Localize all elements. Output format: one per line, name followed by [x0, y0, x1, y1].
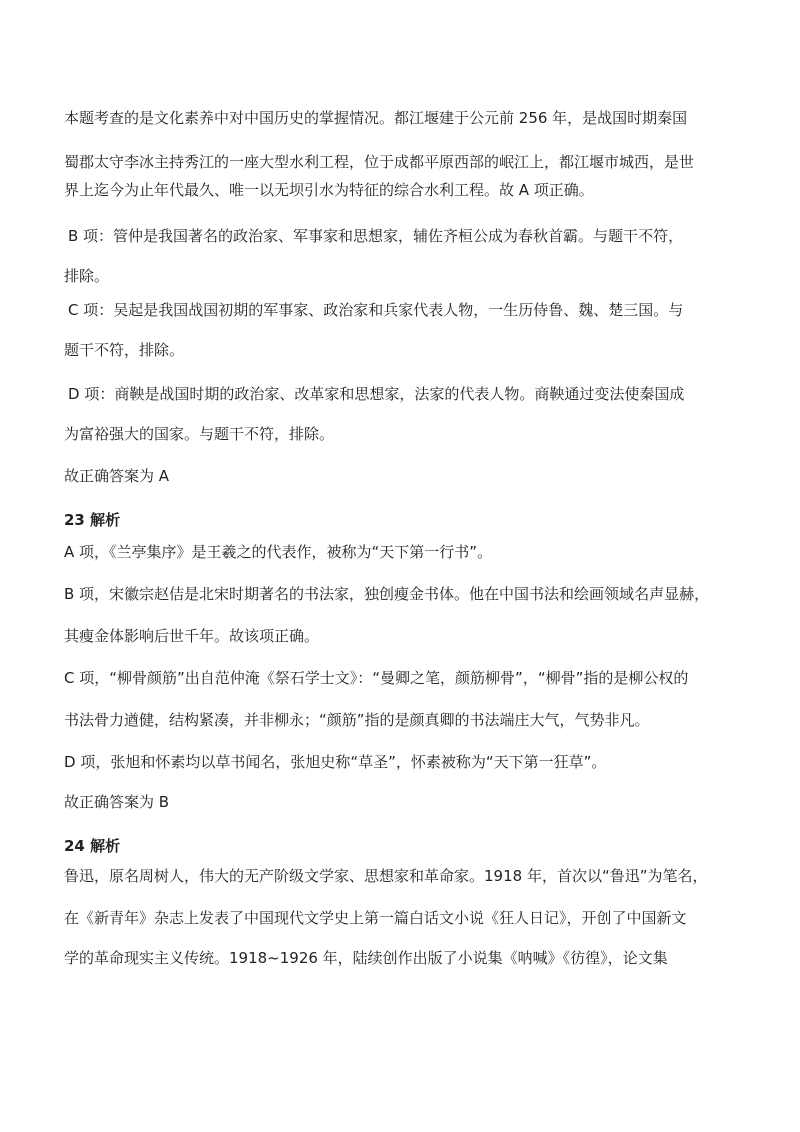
option-d-explanation: D 项：商鞅是战国时期的政治家、改革家和思想家，法家的代表人物。商鞅通过变法使秦国成	[68, 385, 685, 403]
option-c-explanation: C 项：吴起是我国战国初期的军事家、政治家和兵家代表人物，一生历侍鲁、魏、楚三国。与	[68, 301, 684, 319]
paragraph-line: 本题考查的是文化素养中对中国历史的掌握情况。都江堰建于公元前 256 年，是战国时期秦国	[64, 109, 688, 127]
section-heading-24: 24 解析	[64, 837, 121, 855]
paragraph-line: 在《新青年》杂志上发表了中国现代文学史上第一篇白话文小说《狂人日记》，开创了中国新文	[64, 909, 687, 927]
paragraph-line: 蜀郡太守李冰主持秀江的一座大型水利工程，位于成都平原西部的岷江上，都江堰市城西，是世	[64, 153, 695, 171]
paragraph-line: 其瘦金体影响后世千年。故该项正确。	[64, 627, 320, 645]
paragraph-line: C 项，“柳骨颜筋”出自范仲淹《祭石学士文》：“曼卿之笔，颜筋柳骨”，“柳骨”指的是柳公权的	[64, 669, 689, 687]
answer-line: 故正确答案为 A	[64, 467, 170, 485]
section-heading-23: 23 解析	[64, 511, 121, 529]
paragraph-line: D 项，张旭和怀素均以草书闻名，张旭史称“草圣”，怀素被称为“天下第一狂草”。	[64, 753, 607, 771]
paragraph-line: 为富裕强大的国家。与题干不符，排除。	[64, 425, 335, 443]
paragraph-line: 鲁迅，原名周树人，伟大的无产阶级文学家、思想家和革命家。1918 年，首次以“鲁迅”为笔名，	[64, 867, 708, 885]
paragraph-line: 题干不符，排除。	[64, 341, 185, 359]
paragraph-line: 书法骨力遒健，结构紧凑，并非柳永；“颜筋”指的是颜真卿的书法端庄大气，气势非凡。	[64, 711, 650, 729]
paragraph-line: A 项，《兰亭集序》是王羲之的代表作，被称为“天下第一行书”。	[64, 543, 493, 561]
option-b-explanation: B 项：管仲是我国著名的政治家、军事家和思想家，辅佐齐桓公成为春秋首霸。与题干不符，	[68, 227, 684, 245]
paragraph-line: 学的革命现实主义传统。1918~1926 年，陆续创作出版了小说集《呐喊》《彷徨》，论文集	[64, 949, 668, 967]
answer-line: 故正确答案为 B	[64, 793, 170, 811]
paragraph-line: 排除。	[64, 267, 110, 285]
paragraph-line: 界上迄今为止年代最久、唯一以无坝引水为特征的综合水利工程。故 A 项正确。	[64, 181, 594, 199]
paragraph-line: B 项，宋徽宗赵佶是北宋时期著名的书法家，独创瘦金书体。他在中国书法和绘画领域名声显赫，	[64, 585, 710, 603]
